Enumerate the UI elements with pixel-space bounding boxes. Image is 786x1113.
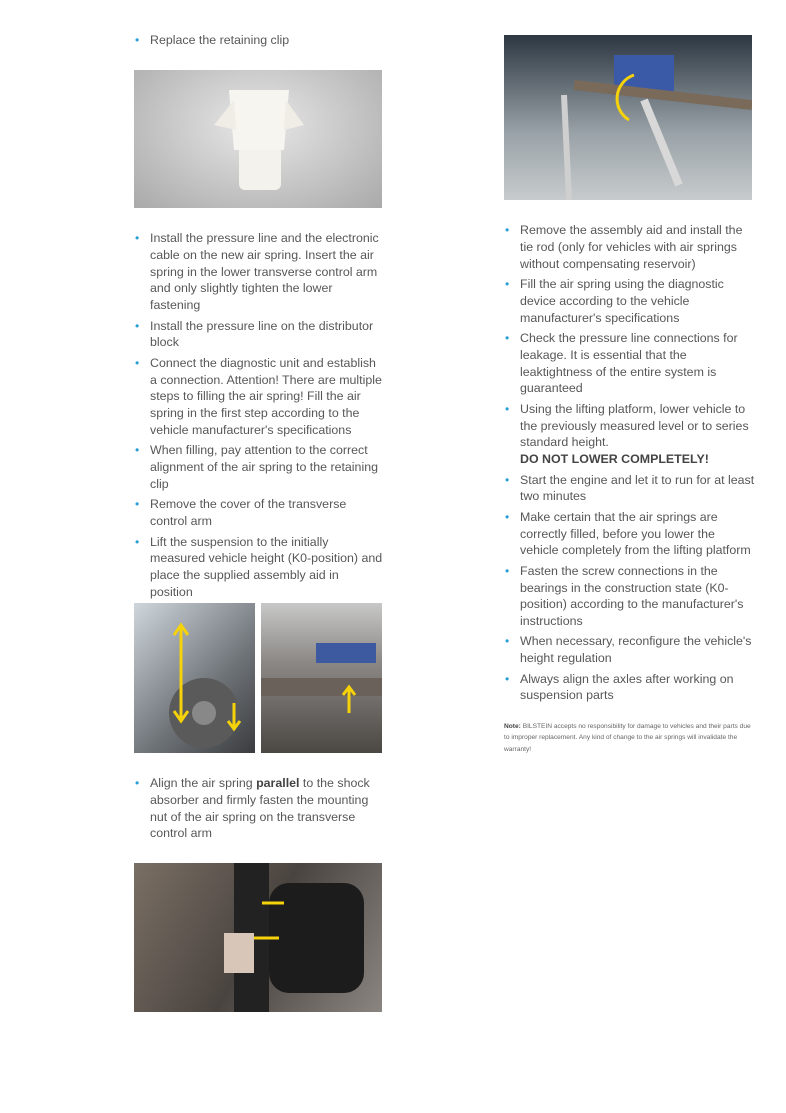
list-item: • Start the engine and let it to run for at least two minutes [504,472,756,506]
list-item: • Align the air spring parallel to the shock absorber and firmly fasten the mounting nut of the air spring on the transverse control arm [134,775,384,842]
clip-illustration [134,70,382,208]
list-item: • Connect the diagnostic unit and establish a connection. Attention! There are multiple steps to filling the air spring! Fill the air spring in the first step according to the vehicle manufacturer's specifications [134,355,384,439]
retaining-clip-photo [134,70,382,208]
warning-text: DO NOT LOWER COMPLETELY! [520,452,709,467]
bullet-list-right [504,222,756,708]
emphasis-parallel: parallel [256,776,300,790]
wheel-illustration [134,603,255,753]
shock-absorber-photo [134,863,382,1012]
list-item: • Fasten the screw connections in the bearings in the construction state (K0-position) according to the manufacturer's instructions [504,563,756,630]
assembly-aid-photo [261,603,382,753]
list-item: • Install the pressure line on the distributor block [134,318,384,352]
list-item: • Fill the air spring using the diagnostic device according to the vehicle manufacturer's specifications [504,276,756,326]
control-arm-illustration [261,603,382,753]
list-item: • Using the lifting platform, lower vehicle to the previously measured level or to series standard height. DO NOT LOWER COMPLETELY! [504,401,756,468]
list-item: • Always align the axles after working on suspension parts [504,671,756,705]
air-spring-illustration [134,863,382,1012]
list-item: • Remove the assembly aid and install the tie rod (only for vehicles with air springs without compensating reservoir) [504,222,756,272]
list-item: • Install the pressure line and the electronic cable on the new air spring. Insert the air spring in the lower transverse control arm and only slightly tighten the lower fastening [134,230,384,314]
disclaimer-note: Note: BILSTEIN accepts no responsibility for damage to vehicles and their parts due to improper replacement. Any kind of change to the air springs will invalidate the warranty! [504,723,751,753]
tie-rod-photo [504,35,752,200]
tie-rod-illustration [504,35,752,200]
list-item: • When filling, pay attention to the correct alignment of the air spring to the retaining clip [134,442,384,492]
list-item: • When necessary, reconfigure the vehicle's height regulation [504,633,756,667]
wheel-arch-photo [134,603,255,753]
list-item: • Remove the cover of the transverse control arm [134,496,384,530]
bullet-list-top [134,32,384,52]
bullet-list-bottom [134,775,384,846]
bullet-list-middle [134,230,384,604]
list-item: • Make certain that the air springs are correctly filled, before you lower the vehicle completely from the lifting platform [504,509,756,559]
list-item: • Check the pressure line connections for leakage. It is essential that the leaktightness of the entire system is guaranteed [504,330,756,397]
list-item: • Lift the suspension to the initially measured vehicle height (K0-position) and place the supplied assembly aid in position [134,534,384,601]
list-item: • Replace the retaining clip [134,32,384,49]
